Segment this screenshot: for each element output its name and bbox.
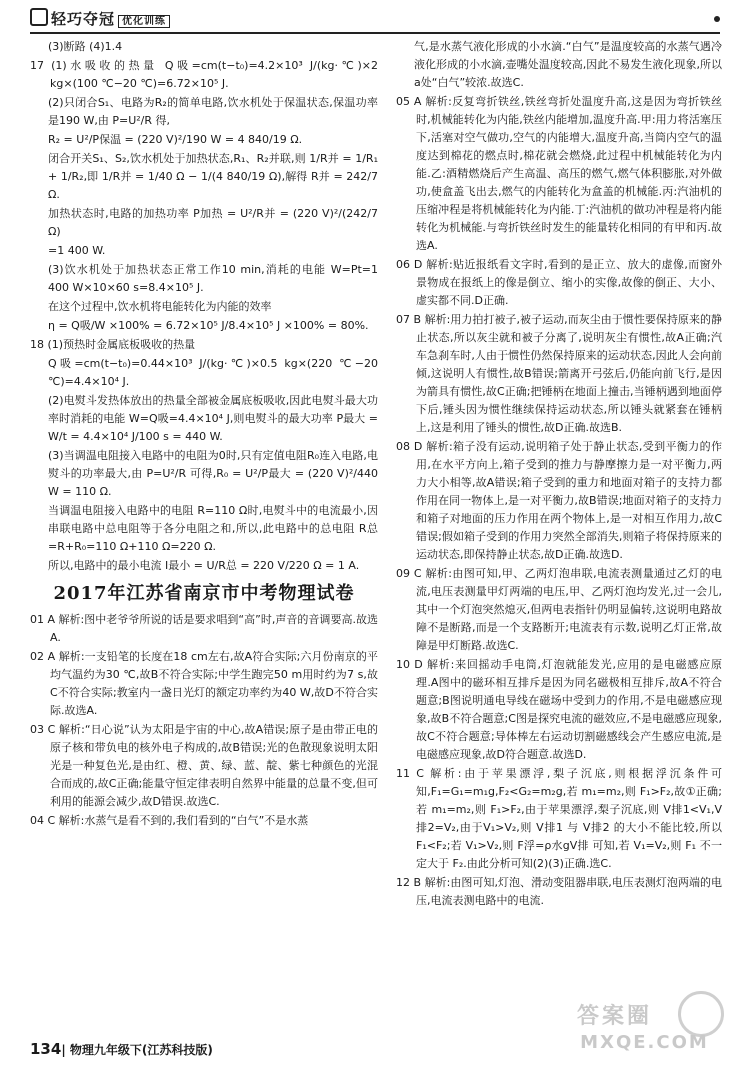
answer-paragraph: (3)当调温电阻接入电路中的电阻为0时,只有定值电阻R₀连入电路,电熨斗的功率最大,由 P=U²/R 可得,R₀ = U²/P最大 = (220 V)²/440 W = 110 Ω. xyxy=(48,449,378,498)
answer-paragraph: 08 D 解析:箱子没有运动,说明箱子处于静止状态,受到平衡力的作用,在水平方向上,箱子受到的推力与静摩擦力是一对平衡力,两力大小相等,故A错误;箱子受到的重力和地面对箱子的支持力都作用在同一物体上,是一对平衡力,故B错误;地面对箱子的支持力和箱子对地面的压力作用在两个物体上,是一对相互作用力,故C错误;假如箱子受到的作用力突然全部消失,则箱子将保持原来的运动状态,即保持静止状态,故D正确.故选D. xyxy=(396,440,722,561)
logo-subtitle: 优化训练 xyxy=(118,15,170,28)
answer-paragraph: 05 A 解析:反复弯折铁丝,铁丝弯折处温度升高,这是因为弯折铁丝时,机械能转化为内能,铁丝内能增加,温度升高.甲:用力将活塞压下,活塞对空气做功,空气的内能增大,温度升高,当筒内空气的温度达到棉花的燃点时,棉花就会燃烧,此过程中机械能转化为内能.乙:酒精燃烧后产生高温、高压的燃气,燃气体积膨胀,对外做功,使盒盖飞出去,燃气的内能转化为盒盖的机械能.丙:汽油机的压缩冲程是将机械能转化为内能.丁:汽油机的做功冲程是将内能转化为机械能.与弯折铁丝时发生的能量转化相同的有甲和丙.故选A. xyxy=(396,95,722,252)
answer-paragraph: Q吸=cm(t−t₀)=0.44×10³ J/(kg·℃)×0.5 kg×(220 ℃−20 ℃)=4.4×10⁴ J. xyxy=(48,357,378,388)
logo xyxy=(30,8,170,29)
right-answers xyxy=(396,38,722,910)
answer-paragraph: 18 (1)预热时金属底板吸收的热量 xyxy=(30,338,196,351)
header-dot-icon xyxy=(714,16,720,22)
answer-paragraph: R₂ = U²/P保温 = (220 V)²/190 W = 4 840/19 Ω. xyxy=(48,133,303,146)
answer-paragraph: 当调温电阻接入电路中的电阻 R=110 Ω时,电熨斗中的电流最小,因串联电路中总电阻等于各分电阻之和,所以,此电路中的总电阻 R总=R+R₀=110 Ω+110 Ω=220 Ω. xyxy=(48,504,378,553)
answer-paragraph: 06 D 解析:贴近报纸看文字时,看到的是正立、放大的虚像,而窗外景物成在报纸上的像是倒立、缩小的实像,故像的倒正、大小、虚实都不同.D正确. xyxy=(396,258,722,307)
answer-paragraph: 所以,电路中的最小电流 I最小 = U/R总 = 220 V/220 Ω = 1 A. xyxy=(48,559,360,572)
answer-paragraph: 04 C 解析:水蒸气是看不到的,我们看到的“白气”不是水蒸 xyxy=(30,814,309,827)
answer-paragraph: (2)只闭合S₁、电路为R₂的简单电路,饮水机处于保温状态,保温功率是190 W,由 P=U²/R 得, xyxy=(48,96,378,127)
answer-paragraph: 09 C 解析:由图可知,甲、乙两灯泡串联,电流表测量通过乙灯的电流,电压表测量甲灯两端的电压,甲、乙两灯泡均发光,过一会儿,其中一个灯泡突然熄灭,但两电表指针仍明显偏转,这说明电路故障不是断路,而是一个支路断开;电流表有示数,说明乙灯正常,故障是甲灯断路.故选C. xyxy=(396,567,722,652)
page-header xyxy=(30,6,720,34)
answer-paragraph: 在这个过程中,饮水机将电能转化为内能的效率 xyxy=(48,300,272,313)
answer-paragraph: 闭合开关S₁、S₂,饮水机处于加热状态,R₁、R₂并联,则 1/R并 = 1/R₁ + 1/R₂,即 1/R并 = 1/40 Ω − 1/(4 840/19 Ω),解得 R并 = 242/7 Ω. xyxy=(48,152,378,201)
answer-paragraph: 气,是水蒸气液化形成的小水滴.“白气”是温度较高的水蒸气遇冷液化形成的小水滴,壶嘴处温度较高,因此不易发生液化现象,所以a处“白气”较浓.故选C. xyxy=(414,40,722,89)
answer-paragraph: 01 A 解析:图中老爷爷所说的话是要求唱到“高”时,声音的音调要高.故选A. xyxy=(30,613,378,644)
watermark xyxy=(557,991,732,1053)
answer-paragraph: 17 (1)水吸收的热量 Q吸=cm(t−t₀)=4.2×10³ J/(kg·℃)×2 kg×(100 ℃−20 ℃)=6.72×10⁵ J. xyxy=(30,59,378,90)
left-answers xyxy=(30,38,378,575)
answer-paragraph: (3)断路 (4)1.4 xyxy=(48,40,123,53)
answer-paragraph: 11 C 解析:由于苹果漂浮,梨子沉底,则根据浮沉条件可知,F₁=G₁=m₁g,F₂<G₂=m₂g,若 m₁=m₂,则 F₁>F₂,故①正确;若 m₁=m₂,则 F₁>F₂,由于苹果漂浮,梨子沉底,则 V排1<V₁,V排2=V₂,由于V₁>V₂,则 V排1 与 V排2 的大小不能比较,所以F₁<F₂;若 V₁>V₂,则 F浮=ρ水gV排 可知,若 V₁=V₂,则 F₁ 不一定大于 F₂.由此分析可知(2)(3)正确.选C. xyxy=(396,767,722,870)
answer-paragraph: 12 B 解析:由图可知,灯泡、滑动变阻器串联,电压表测灯泡两端的电压,电流表测电路中的电流. xyxy=(396,876,722,907)
answer-paragraph: η = Q吸/W ×100% = 6.72×10⁵ J/8.4×10⁵ J ×100% = 80%. xyxy=(48,319,369,332)
page-footer: 134| 物理九年级下(江苏科技版) xyxy=(30,1040,213,1058)
logo-text: 轻巧夺冠 xyxy=(51,10,116,28)
answer-paragraph: (3)饮水机处于加热状态正常工作10 min,消耗的电能 W=Pt=1 400 W×10×60 s=8.4×10⁵ J. xyxy=(48,263,378,294)
answer-paragraph: (2)电熨斗发热体放出的热量全部被金属底板吸收,因此电熨斗最大功率时消耗的电能 W=Q吸=4.4×10⁴ J,则电熨斗的最大功率 P最大 = W/t = 4.4×10⁴ J/100 s = 440 W. xyxy=(48,394,378,443)
answer-paragraph: =1 400 W. xyxy=(48,244,106,257)
book-label: 物理九年级下(江苏科技版) xyxy=(69,1043,213,1057)
page-number: 134 xyxy=(30,1040,62,1058)
section-title: 2017年江苏省南京市中考物理试卷 xyxy=(53,583,355,604)
left-column xyxy=(30,38,378,831)
answer-paragraph: 03 C 解析:“日心说”认为太阳是宇宙的中心,故A错误;原子是由带正电的原子核和带负电的核外电子构成的,故B错误;光的色散现象说明太阳光是一种复色光,是由红、橙、黄、绿、蓝、靛、紫七种颜色的光混合而成的,故C正确;能量守恒定律表明自然界中能量的总量不变,但可利用的能源会减少,故D错误.故选C. xyxy=(30,723,378,808)
watermark-text: 答案圈 xyxy=(577,1004,653,1029)
watermark-url: MXQE.COM xyxy=(580,1032,709,1053)
answer-paragraph: 10 D 解析:来回摇动手电筒,灯泡就能发光,应用的是电磁感应原理.A图中的磁环相互排斥是因为同名磁极相互排斥,故A不符合题意;B图说明通电导线在磁场中受到力的作用,不是电磁感应现象,故B不符合题意;C图是探究电流的磁效应,不是电磁感应现象,故C不符合题意;导体棒左右运动切割磁感线会产生感应电流,是电磁感应现象,故D符合题意.故选D. xyxy=(396,658,722,761)
logo-icon xyxy=(30,8,48,26)
left-answers-2 xyxy=(30,611,378,830)
right-column xyxy=(396,38,722,911)
watermark-logo-icon xyxy=(678,991,724,1037)
answer-paragraph: 加热状态时,电路的加热功率 P加热 = U²/R并 = (220 V)²/(242/7 Ω) xyxy=(48,207,378,238)
answer-paragraph: 07 B 解析:用力拍打被子,被子运动,而灰尘由于惯性要保持原来的静止状态,所以灰尘就和被子分离了,说明灰尘有惯性,故A正确;汽车急刹车时,人由于惯性仍然保持原来的运动状态,因此人会向前倾,这说明人有惯性,故B错误;箭离开弓弦后,仍能向前飞行,是因为箭具有惯性,故C正确;把锤柄在地面上撞击,当锤柄遇到地面停下后,锤头因为惯性继续保持运动状态,所以锤头就紧套在锤柄上,这是利用了锤头的惯性,故D正确.故选B. xyxy=(396,313,722,434)
answer-paragraph: 02 A 解析:一支铅笔的长度在18 cm左右,故A符合实际;六月份南京的平均气温约为30 ℃,故B不符合实际;中学生跑完50 m用时约为7 s,故C不符合实际;教室内一盏日光灯的额定功率约为40 W,故D不符合实际.故选A. xyxy=(30,650,378,717)
